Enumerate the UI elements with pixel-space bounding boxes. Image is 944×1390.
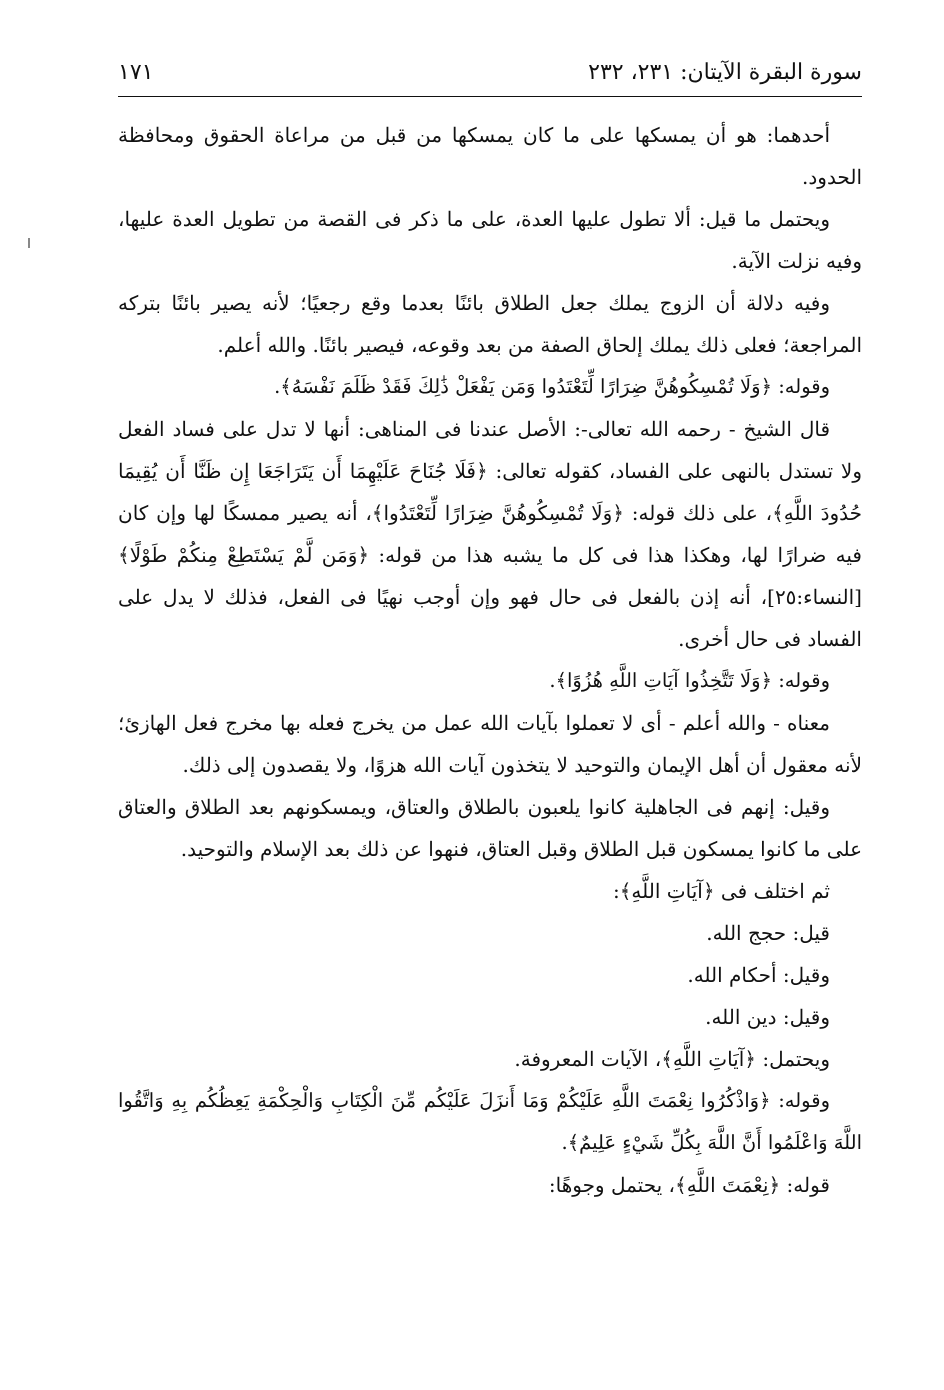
paragraph-9: ثم اختلف فى ﴿آيَاتِ اللَّهِ﴾:: [612, 879, 830, 903]
paragraph-3: وفيه دلالة أن الزوج يملك جعل الطلاق بائنًا بعدما وقع رجعيًا؛ لأنه يصير بائنًا بتركه المراجعة؛ فعلى ذلك يملك إلحاق الصفة من بعد وقوعه، فيصير بائنًا. والله أعلم.: [118, 291, 862, 357]
paragraph-14: وقوله: ﴿وَاذْكُرُوا نِعْمَتَ اللَّهِ عَلَيْكُمْ وَمَا أَنزَلَ عَلَيْكُم مِّنَ الْكِتَابِ وَالْحِكْمَةِ يَعِظُكُم بِهِ وَاتَّقُوا اللَّهَ وَاعْلَمُوا أَنَّ اللَّهَ بِكُلِّ شَيْءٍ عَلِيمٌ﴾.: [118, 1089, 862, 1154]
margin-mark: [28, 238, 30, 248]
paragraph-8: وقيل: إنهم فى الجاهلية كانوا يلعبون بالطلاق والعتاق، ويمسكونهم بعد الطلاق والعتاق على ما كانوا يمسكون قبل الطلاق وقبل العتاق، فنهوا عن ذلك بعد الإسلام والتوحيد.: [118, 795, 862, 861]
paragraph-10: قيل: حجج الله.: [706, 921, 830, 945]
paragraph-15: قوله: ﴿نِعْمَتَ اللَّهِ﴾، يحتمل وجوهًا:: [548, 1173, 830, 1197]
page-header: [118, 58, 862, 94]
paragraph-7: معناه - والله أعلم - أى لا تعملوا بآيات الله عمل من يخرج فعله بها مخرج فعل الهازئ؛ لأنه معقول أن أهل الإيمان والتوحيد لا يتخذون آيات الله هزوًا، ولا يقصدون إلى ذلك.: [118, 711, 862, 777]
paragraph-6: وقوله: ﴿وَلَا تَتَّخِذُوا آيَاتِ اللَّهِ هُزُوًا﴾.: [549, 669, 830, 692]
paragraph-12: وقيل: دين الله.: [705, 1005, 830, 1029]
paragraph-13: ويحتمل: ﴿آيَاتِ اللَّهِ﴾، الآيات المعروفة.: [514, 1047, 830, 1071]
paragraph-4: وقوله: ﴿وَلَا تُمْسِكُوهُنَّ ضِرَارًا لِّتَعْتَدُوا وَمَن يَفْعَلْ ذَٰلِكَ فَقَدْ ظَلَمَ نَفْسَهُ﴾.: [274, 375, 830, 398]
paragraph-5: قال الشيخ - رحمه الله تعالى-: الأصل عندنا فى المناهى: أنها لا تدل على فساد الفعل ولا تستدل بالنهى على الفساد، كقوله تعالى: ﴿فَلَا جُنَاحَ عَلَيْهِمَا أَن يَتَرَاجَعَا إِن ظَنَّا أَن يُقِيمَا حُدُودَ اللَّهِ﴾، على ذلك قوله: ﴿وَلَا تُمْسِكُوهُنَّ ضِرَارًا لِّتَعْتَدُوا﴾، أنه يصير ممسكًا لها وإن كان فيه ضرارًا لها، وهكذا هذا فى كل ما يشبه هذا من قوله: ﴿وَمَن لَّمْ يَسْتَطِعْ مِنكُمْ طَوْلًا﴾ [النساء:٢٥]، أنه إذن بالفعل فى حال فهو وإن أوجب نهيًا فى الفعل، فذلك لا يدل على الفساد فى حال أخرى.: [118, 417, 862, 651]
running-title: سورة البقرة الآيتان: ٢٣١، ٢٣٢: [588, 60, 862, 85]
paragraph-11: وقيل: أحكام الله.: [687, 963, 830, 987]
paragraph-2: ويحتمل ما قيل: ألا تطول عليها العدة، على ما ذكر فى القصة من تطويل العدة عليها، وفيه نزلت الآية.: [118, 207, 862, 273]
paragraph-1: أحدهما: هو أن يمسكها على ما كان يمسكها من قبل من مراعاة الحقوق ومحافظة الحدود.: [118, 123, 862, 189]
page-number: ١٧١: [118, 60, 154, 85]
header-rule: [118, 96, 862, 97]
body-text: [118, 114, 862, 1206]
